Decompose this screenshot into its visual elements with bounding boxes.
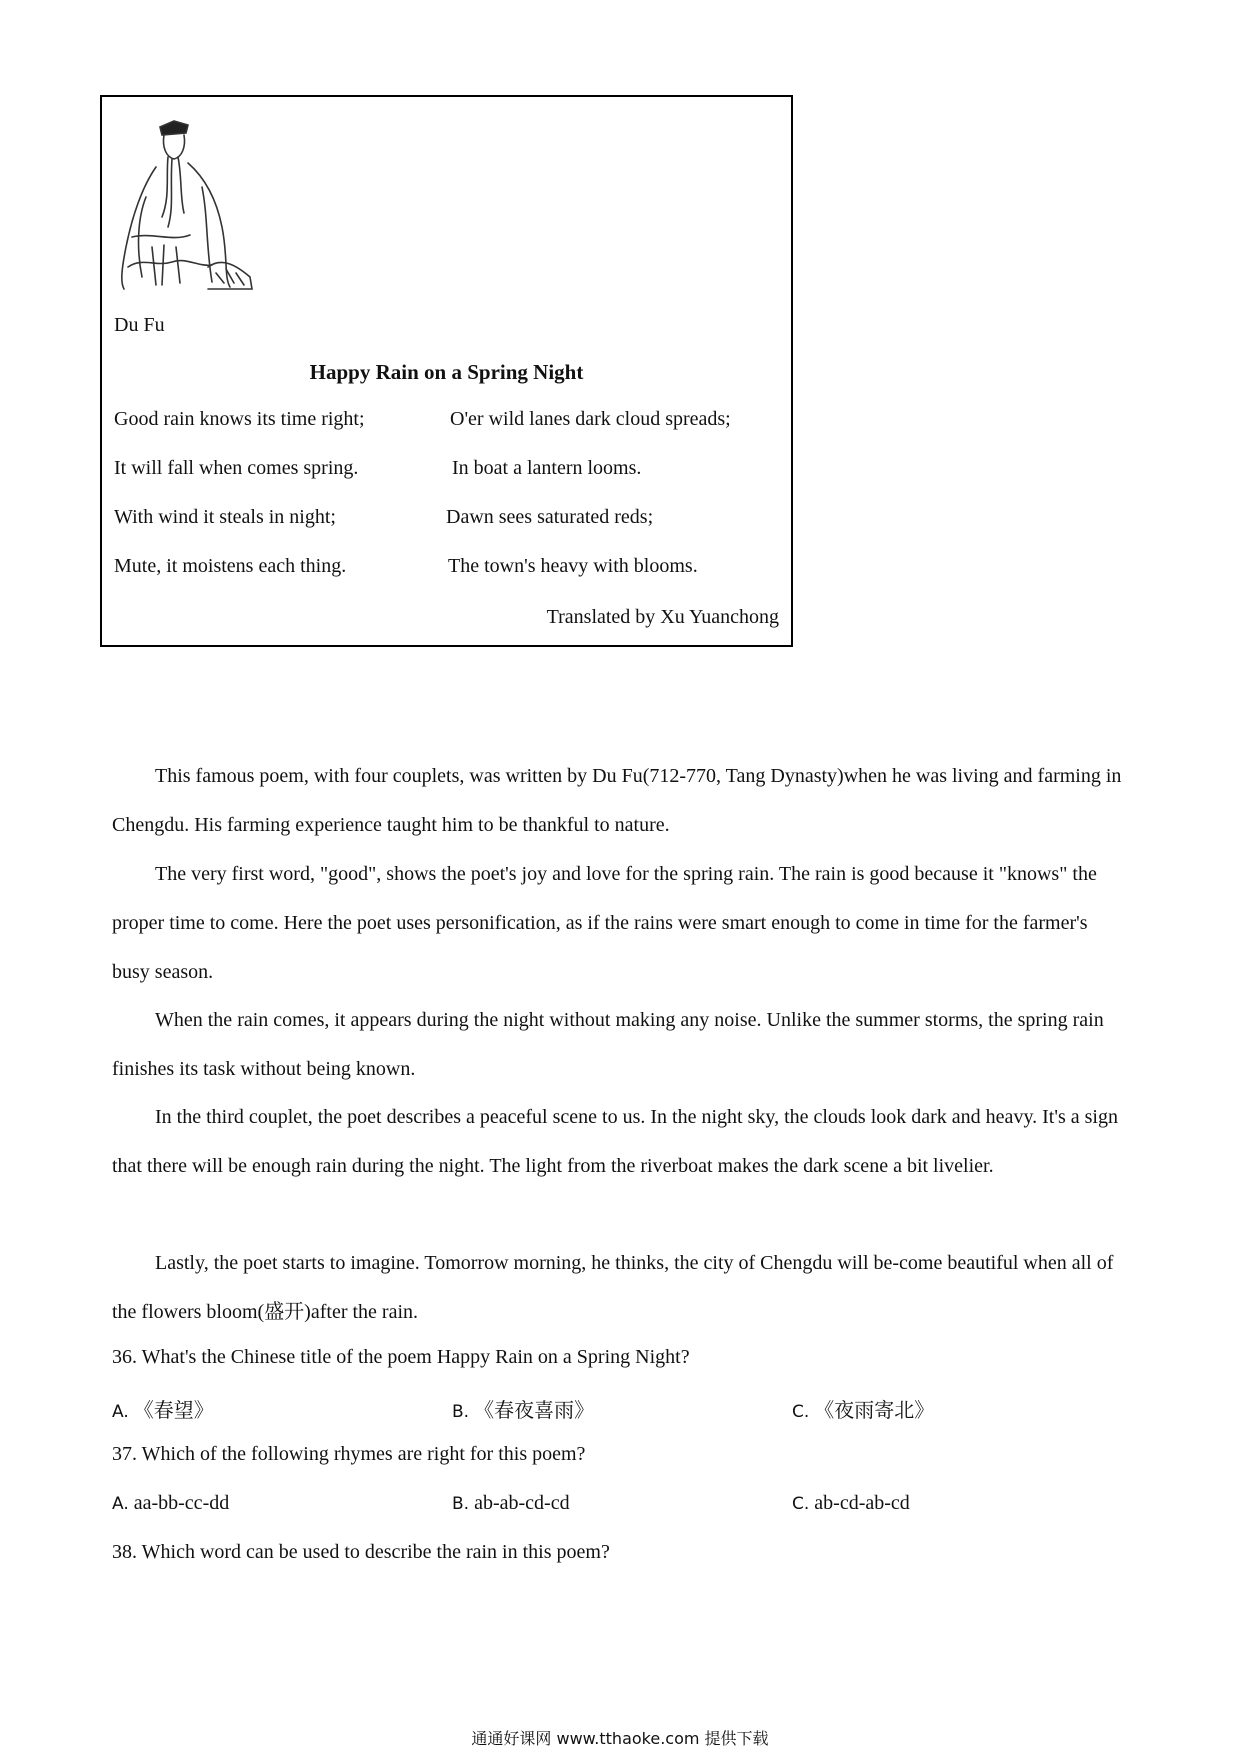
option-text: aa-bb-cc-dd — [133, 1492, 230, 1514]
option-a[interactable] — [112, 1394, 214, 1423]
translator-credit: Translated by Xu Yuanchong — [546, 606, 779, 628]
option-text: ab-cd-ab-cd — [814, 1492, 910, 1514]
poem-line-right: In boat a lantern looms. — [452, 457, 642, 479]
poem-line-right: The town's heavy with blooms. — [448, 555, 698, 577]
poem-line-left: It will fall when comes spring. — [114, 457, 359, 479]
poem-line-right: Dawn sees saturated reds; — [446, 506, 654, 528]
paragraph: Lastly, the poet starts to imagine. Tomorrow morning, he thinks, the city of Chengdu will be-come beautiful when all of the flowers bloom(盛开)after the rain. — [112, 1252, 1114, 1323]
option-a[interactable] — [112, 1492, 229, 1515]
poem-line-left: Mute, it moistens each thing. — [114, 555, 347, 577]
question-36: 36. What's the Chinese title of the poem Happy Rain on a Spring Night? — [112, 1346, 690, 1368]
poem-line-right: O'er wild lanes dark cloud spreads; — [450, 408, 731, 430]
option-text: 《春望》 — [133, 1400, 214, 1422]
poem-box — [100, 95, 793, 647]
page-footer: 通通好课网 www.tthaoke.com 提供下载 — [471, 1729, 769, 1748]
option-text: 《春夜喜雨》 — [474, 1400, 595, 1422]
poem-title: Happy Rain on a Spring Night — [309, 360, 584, 384]
paragraph: The very first word, "good", shows the poet's joy and love for the spring rain. The rain is good because it "knows" the proper time to come. Here the poet uses personification, as if the rains were smart enough to come in time for the farmer's busy season. — [112, 863, 1097, 983]
poem-line-left: Good rain knows its time right; — [114, 408, 365, 430]
option-c[interactable] — [792, 1492, 910, 1515]
option-label: B. — [452, 1402, 470, 1422]
option-label: A. — [112, 1402, 129, 1422]
option-b[interactable] — [452, 1492, 570, 1515]
option-label: A. — [112, 1494, 129, 1514]
option-label: C. — [792, 1494, 810, 1514]
option-b[interactable] — [452, 1394, 594, 1423]
paragraph: When the rain comes, it appears during the night without making any noise. Unlike the summer storms, the spring rain finishes its task without being known. — [112, 1009, 1104, 1080]
poet-name: Du Fu — [114, 314, 165, 336]
question-38: 38. Which word can be used to describe the rain in this poem? — [112, 1541, 610, 1563]
option-label: B. — [452, 1494, 470, 1514]
option-text: ab-ab-cd-cd — [474, 1492, 570, 1514]
option-label: C. — [792, 1402, 810, 1422]
poem-line-left: With wind it steals in night; — [114, 506, 336, 528]
option-c[interactable] — [792, 1394, 934, 1423]
question-37: 37. Which of the following rhymes are right for this poem? — [112, 1443, 586, 1465]
paragraph: In the third couplet, the poet describes a peaceful scene to us. In the night sky, the clouds look dark and heavy. It's a sign that there will be enough rain during the night. The light from the riverboat makes the dark scene a bit livelier. — [112, 1106, 1118, 1177]
paragraph: This famous poem, with four couplets, was written by Du Fu(712-770, Tang Dynasty)when he was living and farming in Chengdu. His farming experience taught him to be thankful to nature. — [112, 765, 1122, 836]
option-text: 《夜雨寄北》 — [814, 1400, 935, 1422]
poet-portrait-icon — [112, 117, 256, 292]
